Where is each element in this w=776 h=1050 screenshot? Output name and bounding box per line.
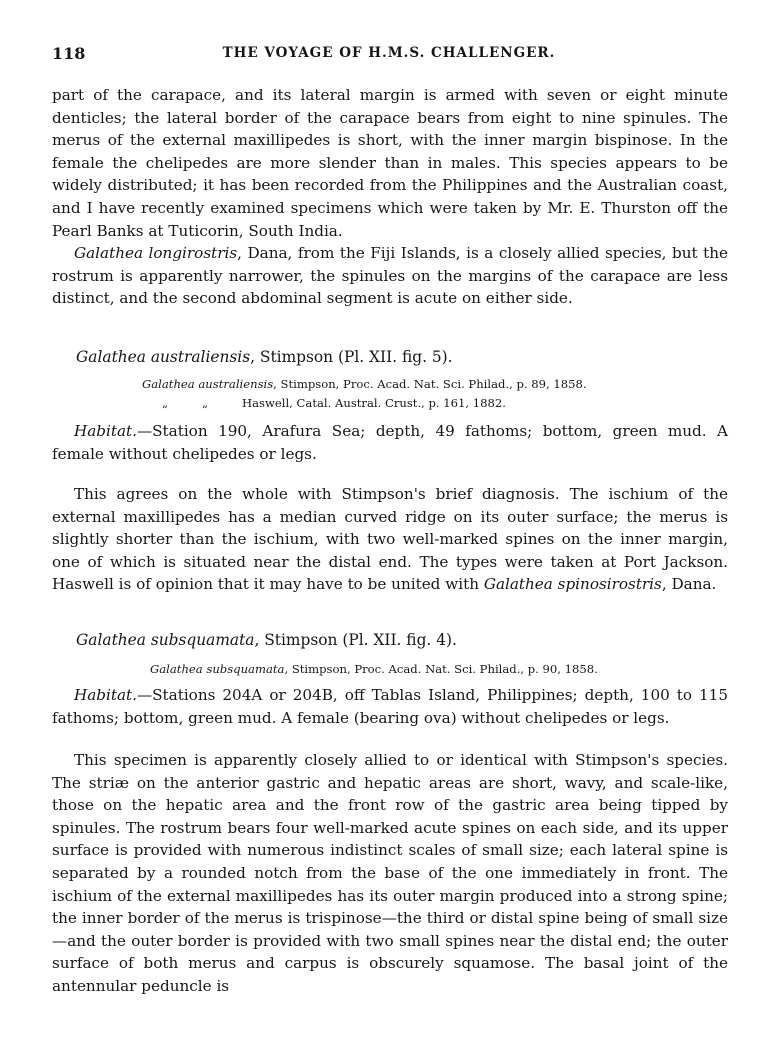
description-paragraph [52, 483, 728, 596]
description-subsquamata [52, 749, 728, 998]
description-australiensis [52, 483, 728, 596]
reference-species-name: Galathea australiensis [142, 377, 274, 391]
ditto-mark: „ [162, 396, 169, 410]
intro-paragraph-2 [52, 242, 728, 310]
habitat-label: Habitat. [74, 422, 137, 440]
reference-citation: , Stimpson, Proc. Acad. Nat. Sci. Philad., p. 89, 1858. [273, 377, 587, 391]
habitat-text: —Stations 204A or 204B, off Tablas Island, Philippines; depth, 100 to 115 fathoms; bottom, green mud. A female (bearing ova) without chelipedes or legs. [52, 686, 728, 727]
species-name-subsquamata: Galathea subsquamata [76, 631, 255, 649]
species-authority-subsquamata: , Stimpson (Pl. XII. fig. 4). [254, 631, 457, 649]
synonymy-reference-1 [142, 375, 587, 393]
habitat-australiensis [52, 420, 728, 465]
running-title: THE VOYAGE OF H.M.S. CHALLENGER. [222, 45, 556, 61]
species-heading-subsquamata [76, 631, 457, 649]
species-name-spinosirostris: Galathea spinosirostris [483, 575, 662, 594]
intro-paragraph-2-text: , Dana, from the Fiji Islands, is a closely allied species, but the rostrum is apparently narrower, the spinules on the margins of the carapace are less distinct, and the second abdominal segment is acute on either side. [52, 244, 728, 308]
species-name-australiensis: Galathea australiensis [76, 348, 251, 366]
page-header [52, 44, 726, 66]
habitat-text: —Station 190, Arafura Sea; depth, 49 fathoms; bottom, green mud. A female without chelipedes or legs. [52, 422, 728, 463]
description-paragraph: This specimen is apparently closely allied to or identical with Stimpson's species. The striæ on the anterior gastric and hepatic areas are short, wavy, and scale-like, those on the hepatic area and the front row of the gastric area being tipped by spinules. The rostrum bears four well-marked acute spines on each side, and its upper surface is provided with numerous indistinct scales of small size; each lateral spine is separated by a rounded notch from the base of the one immediately in front. The ischium of the external maxillipedes has its outer margin produced into a strong spine; the inner border of the merus is trispinose—the third or distal spine being of small size—and the outer border is provided with two small spines near the distal end; the outer surface of both merus and carpus is obscurely squamose. The basal joint of the antennular peduncle is [52, 751, 728, 995]
page-number: 118 [52, 44, 86, 63]
reference-citation: Haswell, Catal. Austral. Crust., p. 161, 1882. [242, 396, 506, 410]
synonymy-reference-3 [150, 660, 598, 678]
reference-citation: , Stimpson, Proc. Acad. Nat. Sci. Philad., p. 90, 1858. [284, 662, 598, 676]
habitat-subsquamata [52, 684, 728, 729]
description-text-end: , Dana. [661, 575, 717, 594]
habitat-label: Habitat. [74, 686, 137, 704]
species-authority-australiensis: , Stimpson (Pl. XII. fig. 5). [250, 348, 453, 366]
intro-section [52, 84, 728, 310]
species-heading-australiensis [76, 348, 453, 366]
reference-species-name: Galathea subsquamata [150, 662, 285, 676]
description-text: This agrees on the whole with Stimpson's brief diagnosis. The ischium of the external maxillipedes has a median curved ridge on its outer surface; the merus is slightly shorter than the ischium, with two well-marked spines on the inner margin, one of which is situated near the distal end. The types were taken at Port Jackson. Haswell is of opinion that it may have to be united with [52, 485, 728, 594]
ditto-mark: „ [202, 396, 209, 410]
intro-paragraph-1: part of the carapace, and its lateral margin is armed with seven or eight minute denticles; the lateral border of the carapace bears from eight to nine spinules. The merus of the external maxillipedes is short, with the inner margin bispinose. In the female the chelipedes are more slender than in males. This species appears to be widely distributed; it has been recorded from the Philippines and the Australian coast, and I have recently examined specimens which were taken by Mr. E. Thurston off the Pearl Banks at Tuticorin, South India. [52, 86, 728, 240]
species-name-longirostris: Galathea longirostris [74, 244, 238, 263]
synonymy-reference-2 [162, 394, 506, 412]
